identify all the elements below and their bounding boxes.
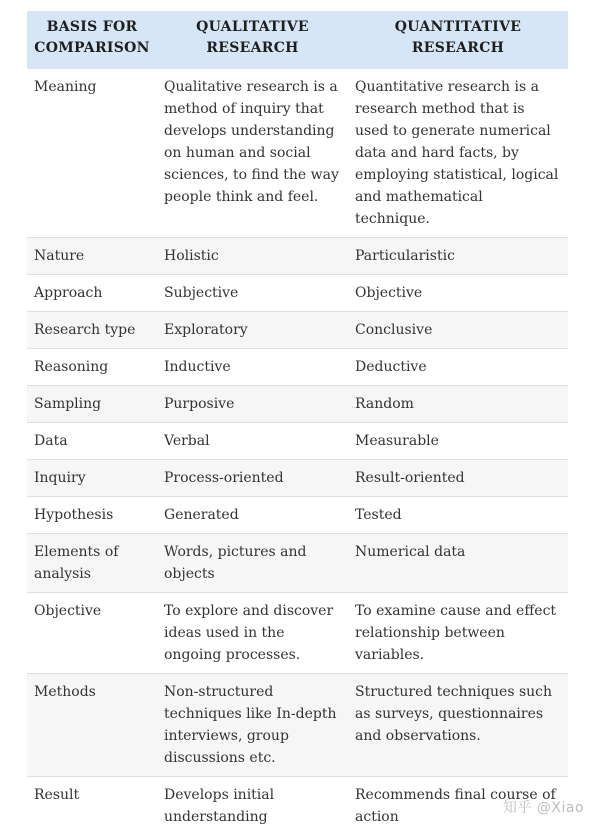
- header-qualitative: QUALITATIVE RESEARCH: [157, 11, 348, 69]
- cell-quantitative: Particularistic: [348, 238, 568, 275]
- table-row: [27, 349, 568, 386]
- table-row: [27, 777, 568, 835]
- cell-basis: Methods: [27, 674, 157, 777]
- cell-quantitative: Structured techniques such as surveys, questionnaires and observations.: [348, 674, 568, 777]
- table-row: [27, 69, 568, 238]
- header-basis: BASIS FOR COMPARISON: [27, 11, 157, 69]
- cell-basis: Approach: [27, 275, 157, 312]
- cell-quantitative: Quantitative research is a research method that is used to generate numerical data and hard facts, by employing statistical, logical and mathematical technique.: [348, 69, 568, 238]
- cell-quantitative: To examine cause and effect relationship between variables.: [348, 593, 568, 674]
- cell-qualitative: Exploratory: [157, 312, 348, 349]
- table-row: [27, 238, 568, 275]
- cell-basis: Research type: [27, 312, 157, 349]
- header-quantitative: QUANTITATIVE RESEARCH: [348, 11, 568, 69]
- table-row: [27, 674, 568, 777]
- cell-qualitative: Subjective: [157, 275, 348, 312]
- watermark: 知乎 @Xiao: [503, 797, 584, 817]
- cell-qualitative: Generated: [157, 497, 348, 534]
- cell-basis: Elements of analysis: [27, 534, 157, 593]
- cell-qualitative: Process-oriented: [157, 460, 348, 497]
- cell-qualitative: Verbal: [157, 423, 348, 460]
- comparison-table-container: [27, 11, 568, 835]
- cell-quantitative: Recommends final course of action: [348, 777, 568, 835]
- cell-qualitative: Purposive: [157, 386, 348, 423]
- cell-qualitative: To explore and discover ideas used in the ongoing processes.: [157, 593, 348, 674]
- table-row: [27, 423, 568, 460]
- cell-basis: Reasoning: [27, 349, 157, 386]
- cell-quantitative: Tested: [348, 497, 568, 534]
- cell-qualitative: Develops initial understanding: [157, 777, 348, 835]
- table-row: [27, 534, 568, 593]
- table-row: [27, 593, 568, 674]
- cell-quantitative: Conclusive: [348, 312, 568, 349]
- cell-quantitative: Random: [348, 386, 568, 423]
- cell-qualitative: Holistic: [157, 238, 348, 275]
- cell-basis: Hypothesis: [27, 497, 157, 534]
- table-header: [27, 11, 568, 69]
- cell-basis: Data: [27, 423, 157, 460]
- header-row: [27, 11, 568, 69]
- cell-basis: Inquiry: [27, 460, 157, 497]
- cell-quantitative: Objective: [348, 275, 568, 312]
- cell-qualitative: Inductive: [157, 349, 348, 386]
- cell-basis: Nature: [27, 238, 157, 275]
- cell-quantitative: Measurable: [348, 423, 568, 460]
- table-row: [27, 275, 568, 312]
- cell-quantitative: Result-oriented: [348, 460, 568, 497]
- cell-quantitative: Numerical data: [348, 534, 568, 593]
- comparison-table: [27, 11, 568, 835]
- cell-qualitative: Words, pictures and objects: [157, 534, 348, 593]
- cell-qualitative: Non-structured techniques like In-depth interviews, group discussions etc.: [157, 674, 348, 777]
- cell-basis: Result: [27, 777, 157, 835]
- table-row: [27, 460, 568, 497]
- cell-quantitative: Deductive: [348, 349, 568, 386]
- cell-qualitative: Qualitative research is a method of inquiry that develops understanding on human and social sciences, to find the way people think and feel.: [157, 69, 348, 238]
- cell-basis: Sampling: [27, 386, 157, 423]
- table-row: [27, 497, 568, 534]
- table-row: [27, 312, 568, 349]
- table-body: [27, 69, 568, 835]
- table-row: [27, 386, 568, 423]
- cell-basis: Objective: [27, 593, 157, 674]
- cell-basis: Meaning: [27, 69, 157, 238]
